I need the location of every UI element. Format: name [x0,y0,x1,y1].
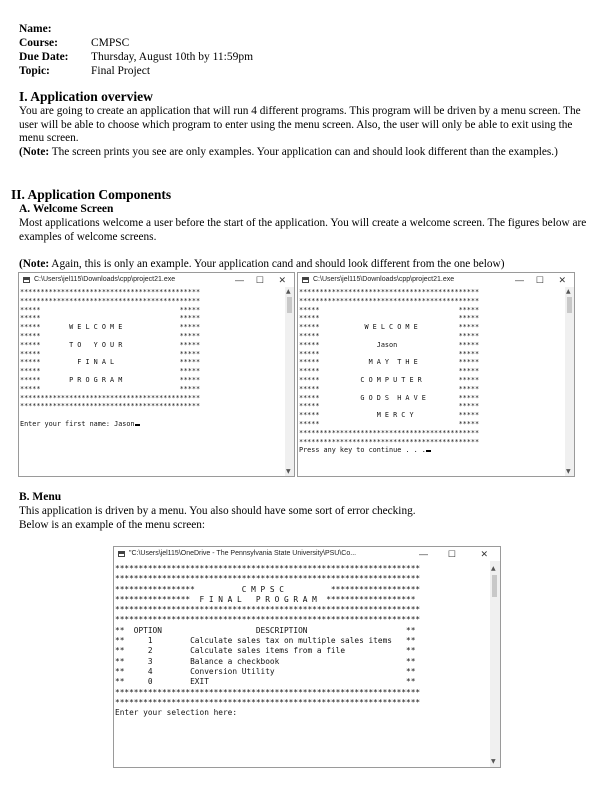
vertical-scrollbar[interactable] [285,287,294,476]
vertical-scrollbar[interactable] [490,561,500,767]
scroll-down-icon[interactable]: ▼ [566,468,571,475]
console-output [115,564,420,718]
due-date-row [19,50,253,64]
window-titlebar [19,273,294,287]
close-button[interactable]: ✕ [480,549,488,559]
console-output [299,288,479,455]
due-date-label: Due Date: [19,51,69,63]
note-label: (Note: [19,146,50,158]
section-1-paragraph: You are going to create an application that will run 4 different programs. This program will be driven by a menu screen. The user will be able to choose which program to enter using the menu screen. Also, the user will only be able to exit using the menu screen. [19,105,581,145]
menu-paragraph-2: Below is an example of the menu screen: [19,519,206,531]
minimize-button[interactable]: — [419,549,428,559]
window-title: C:\Users\jel115\Downloads\cpp\project21.exe [34,276,176,283]
name-row [19,22,91,36]
window-title: "C:\Users\jel115\OneDrive - The Pennsylvania State University\PSU\Co... [129,550,357,557]
window-title: C:\Users\jel115\Downloads\cpp\project21.exe [313,276,455,283]
window-titlebar [298,273,574,287]
course-value: CMPSC [91,37,130,49]
section-2-heading: II. Application Components [11,187,172,202]
text-cursor [135,424,140,426]
welcome-screen-heading: A. Welcome Screen [19,203,114,215]
console-window-menu [113,546,501,768]
scroll-down-icon[interactable]: ▼ [491,758,496,765]
maximize-button[interactable]: ☐ [447,549,456,559]
scroll-up-icon[interactable]: ▲ [286,288,291,295]
name-label: Name: [19,23,52,35]
text-cursor [426,450,431,452]
menu-paragraph-1: This application is driven by a menu. You also should have some sort of error checking. [19,505,416,517]
scroll-up-icon[interactable]: ▲ [491,565,496,572]
console-text: ***************************************************************** ***************************************************************** ***************** C M P S C ******************* **************** F I N A L P R O G R A M ******************* ***************************************************************** ***************************************************************** ** OPTION DESCRIPTION ** ** 1 Calculate sales tax on multiple sales items ** ** 2 Calculate sales items from a file ** ** 3 Balance a checkbook ** ** 4 Conversion Utility ** ** 0 EXIT ** ***************************************************************** ***************************************************************** Enter your selection here: [115,564,421,718]
close-button[interactable]: ✕ [278,275,286,285]
console-app-icon [302,277,309,283]
scroll-down-icon[interactable]: ▼ [286,468,291,475]
maximize-button[interactable]: ☐ [255,275,264,285]
course-row [19,36,129,50]
scroll-thumb[interactable] [492,575,497,597]
console-window-welcome-2 [297,272,575,477]
note-text: The screen prints you see are only examples. Your application can and should look different than the examples.) [49,146,558,158]
scroll-up-icon[interactable]: ▲ [566,288,571,295]
console-app-icon [118,551,125,557]
scroll-thumb[interactable] [567,297,572,313]
course-label: Course: [19,37,58,49]
minimize-button[interactable]: — [235,275,244,285]
topic-value: Final Project [91,65,151,77]
welcome-screen-note [19,258,594,272]
console-text: ******************************************** ******************************************** ***** ***** ***** ***** ***** W E L C O M E ***** ***** ***** ***** Jason ***** ***** ***** ***** M A Y T H E ***** ***** ***** ***** C O M P U T E R ***** ***** ***** ***** G O D S H A V E ***** ***** ***** ***** M E R C Y ***** ***** ***** ******************************************** ******************************************** Press any key to continue . . . [299,288,480,455]
console-output [20,288,200,429]
scroll-thumb[interactable] [287,297,292,313]
minimize-button[interactable]: — [515,275,524,285]
welcome-note-text: Again, this is only an example. Your application cand and should look different from the one below) [49,258,505,270]
menu-heading: B. Menu [19,491,62,503]
due-date-value: Thursday, August 10th by 11:59pm [91,51,254,63]
console-text: ******************************************** ******************************************** ***** ***** ***** ***** ***** W E L C O M E ***** ***** ***** ***** T O Y O U R ***** ***** ***** ***** F I N A L ***** ***** ***** ***** P R O G R A M ***** ***** ***** ******************************************** ******************************************** Enter your first name: Jason [20,288,201,428]
console-app-icon [23,277,30,283]
topic-row [19,64,150,78]
console-window-welcome-1 [18,272,295,477]
window-titlebar [114,547,500,561]
maximize-button[interactable]: ☐ [535,275,544,285]
vertical-scrollbar[interactable] [565,287,574,476]
section-1-note [19,146,594,160]
section-1-heading: I. Application overview [19,89,153,104]
welcome-screen-paragraph: Most applications welcome a user before the start of the application. You will create a welcome screen. The figures below are examples of welcome screens. [19,217,587,243]
close-button[interactable]: ✕ [558,275,566,285]
welcome-note-label: (Note: [19,258,50,270]
topic-label: Topic: [19,65,50,77]
